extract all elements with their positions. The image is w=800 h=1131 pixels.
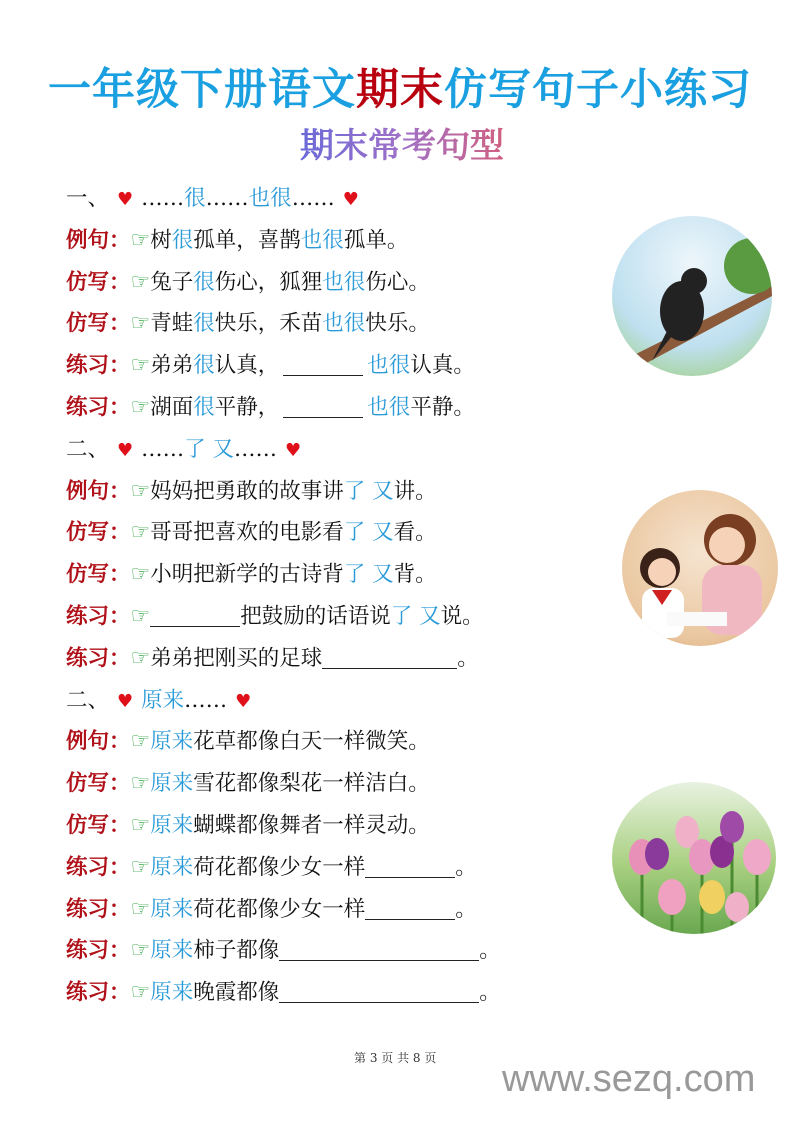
sentence-line: [66, 220, 501, 262]
heart-icon: ♥: [235, 690, 252, 712]
keyword-text: 原来: [150, 896, 194, 922]
subtitle: 期末常考句型: [300, 118, 504, 167]
sentence-label: 练习：: [66, 603, 131, 629]
keyword-text: 原来: [150, 854, 194, 880]
sentence-text: 荷花都像少女一样: [193, 896, 366, 922]
fill-in-blank[interactable]: [150, 600, 240, 627]
fill-in-blank[interactable]: [283, 391, 363, 418]
sentence-text: 伤心。: [365, 269, 430, 295]
sentence-line: [66, 972, 501, 1014]
sentence-line: [66, 303, 501, 345]
exercise-list: [66, 178, 501, 1014]
sentence-line: [66, 763, 501, 805]
sentence-label: 仿写：: [66, 562, 131, 588]
sentence-text: 看。: [393, 520, 437, 546]
sentence-label: 练习：: [66, 896, 131, 922]
sentence-text: 湖面: [150, 394, 194, 420]
keyword-text: 了 又: [390, 603, 441, 629]
keyword-text: 原来: [150, 812, 194, 838]
sentence-text: 哥哥把喜欢的电影看: [150, 520, 344, 546]
keyword-text: 也很: [322, 269, 366, 295]
pointing-hand-icon: ☞: [130, 478, 151, 504]
fill-in-blank[interactable]: [279, 976, 479, 1003]
sentence-line: [66, 387, 501, 429]
sentence-text: 。: [479, 980, 501, 1006]
sentence-text: 妈妈把勇敢的故事讲: [150, 478, 344, 504]
pointing-hand-icon: ☞: [130, 227, 151, 253]
pointing-hand-icon: ☞: [130, 729, 151, 755]
sentence-text: 快乐，禾苗: [214, 311, 323, 337]
sentence-line: [66, 262, 501, 304]
sentence-text: 兔子: [150, 269, 194, 295]
sentence-text: 。: [457, 645, 479, 671]
keyword-text: 也很: [322, 311, 366, 337]
sentence-line: [66, 889, 501, 931]
sentence-line: [66, 471, 501, 513]
sentence-text: 把鼓励的话语说: [240, 603, 391, 629]
pointing-hand-icon: ☞: [130, 771, 151, 797]
keyword-text: 很: [184, 186, 206, 211]
heart-icon: ♥: [117, 189, 134, 210]
sentence-label: 例句：: [66, 227, 131, 253]
sentence-line: [66, 512, 501, 554]
keyword-text: 原来: [150, 771, 194, 797]
keyword-text: 了 又: [343, 478, 394, 504]
pointing-hand-icon: ☞: [130, 603, 151, 629]
keyword-text: 很: [193, 311, 215, 337]
sentence-label: 例句：: [66, 478, 131, 504]
sentence-text: 背。: [393, 562, 437, 588]
sentence-text: 花草都像白天一样微笑。: [193, 729, 430, 755]
keyword-text: 了 又: [184, 436, 234, 462]
tulips-image: [612, 782, 776, 934]
sentence-label: 仿写：: [66, 812, 131, 838]
fill-in-blank[interactable]: [365, 851, 455, 878]
section-number: 二、: [66, 436, 110, 462]
sentence-text: 认真。: [410, 353, 475, 379]
sentence-label: 练习：: [66, 980, 131, 1006]
bird-on-branch-image: [612, 216, 772, 376]
sentence-label: 仿写：: [66, 269, 131, 295]
title-part-2: 期末: [356, 65, 444, 115]
pointing-hand-icon: ☞: [130, 896, 151, 922]
sentence-text: 弟弟把刚买的足球: [150, 645, 323, 671]
sentence-line: [66, 721, 501, 763]
sentence-label: 仿写：: [66, 520, 131, 546]
section-heading: [66, 680, 501, 722]
sentence-text: 说。: [440, 603, 484, 629]
sentence-line: [66, 596, 501, 638]
keyword-text: 原来: [141, 687, 185, 713]
sentence-line: [66, 554, 501, 596]
sentence-text: 雪花都像梨花一样洁白。: [193, 771, 430, 797]
pointing-hand-icon: ☞: [130, 562, 151, 588]
pointing-hand-icon: ☞: [130, 311, 151, 337]
sentence-text: ……: [234, 436, 277, 462]
sentence-label: 例句：: [66, 729, 131, 755]
sentence-text: 伤心，狐狸: [214, 269, 323, 295]
sentence-line: [66, 805, 501, 847]
keyword-text: 也很: [367, 353, 411, 379]
sentence-text: 孤单，喜鹊: [193, 227, 301, 253]
sentence-text: 青蛙: [150, 311, 194, 337]
sentence-text: 蝴蝶都像舞者一样灵动。: [193, 812, 430, 838]
pointing-hand-icon: ☞: [130, 645, 151, 671]
title-part-3: 仿写句子小练习: [444, 65, 752, 115]
sentence-label: 练习：: [66, 645, 131, 671]
sentence-text: ……: [205, 186, 249, 211]
sentence-text: 。: [455, 854, 477, 880]
title-part-1: 一年级下册语文: [48, 65, 356, 115]
sentence-text: 小明把新学的古诗背: [150, 562, 344, 588]
pointing-hand-icon: ☞: [130, 812, 151, 838]
sentence-label: 仿写：: [66, 311, 131, 337]
sentence-text: 平静，: [214, 394, 280, 420]
sentence-line: [66, 847, 501, 889]
watermark: www.sezq.com: [502, 1058, 756, 1100]
heart-icon: ♥: [285, 439, 302, 461]
sentence-text: 柿子都像: [193, 938, 280, 964]
fill-in-blank[interactable]: [279, 934, 479, 961]
keyword-text: 原来: [150, 729, 194, 755]
pointing-hand-icon: ☞: [130, 394, 151, 420]
sentence-text: 孤单。: [343, 227, 409, 253]
sentence-label: 练习：: [66, 854, 131, 880]
sentence-text: ……: [141, 186, 185, 211]
section-number: 二、: [66, 687, 110, 713]
mother-daughter-reading-image: [622, 490, 778, 646]
fill-in-blank[interactable]: [322, 642, 457, 669]
keyword-text: 很: [193, 269, 215, 295]
sentence-label: 练习：: [66, 938, 131, 964]
heart-icon: ♥: [117, 439, 134, 461]
sentence-text: 弟弟: [150, 353, 194, 379]
heart-icon: ♥: [117, 690, 134, 712]
pointing-hand-icon: ☞: [130, 520, 151, 546]
fill-in-blank[interactable]: [283, 349, 363, 376]
sentence-text: 树: [150, 227, 172, 253]
sentence-label: 练习：: [66, 394, 131, 420]
sentence-text: 认真，: [214, 353, 280, 379]
sentence-label: 练习：: [66, 353, 131, 379]
sentence-line: [66, 638, 501, 680]
sentence-line: [66, 345, 501, 387]
fill-in-blank[interactable]: [365, 893, 455, 920]
keyword-text: 也很: [367, 394, 411, 420]
keyword-text: 很: [193, 394, 215, 420]
keyword-text: 原来: [150, 938, 194, 964]
section-number: 一、: [66, 186, 110, 211]
sentence-text: 晚霞都像: [193, 980, 280, 1006]
keyword-text: 很: [193, 353, 215, 379]
pointing-hand-icon: ☞: [130, 938, 151, 964]
section-heading: [66, 178, 501, 220]
pointing-hand-icon: ☞: [130, 854, 151, 880]
pointing-hand-icon: ☞: [130, 980, 151, 1006]
page-title: [0, 56, 800, 117]
heart-icon: ♥: [342, 189, 359, 210]
pointing-hand-icon: ☞: [130, 269, 151, 295]
sentence-label: 仿写：: [66, 771, 131, 797]
pointing-hand-icon: ☞: [130, 353, 151, 379]
sentence-text: 讲。: [393, 478, 437, 504]
sentence-text: 快乐。: [365, 311, 430, 337]
keyword-text: 也很: [248, 186, 292, 211]
keyword-text: 很: [171, 227, 194, 253]
section-heading: [66, 429, 501, 471]
keyword-text: 原来: [150, 980, 194, 1006]
sentence-text: ……: [184, 687, 228, 713]
keyword-text: 了 又: [343, 520, 394, 546]
sentence-line: [66, 930, 501, 972]
keyword-text: 也很: [300, 227, 344, 253]
sentence-text: ……: [291, 186, 335, 211]
sentence-text: 平静。: [410, 394, 475, 420]
sentence-text: ……: [141, 436, 185, 462]
sentence-text: 。: [455, 896, 477, 922]
page-number: 第 3 页 共 8 页: [354, 1051, 437, 1065]
sentence-text: 。: [479, 938, 501, 964]
sentence-text: 荷花都像少女一样: [193, 854, 366, 880]
keyword-text: 了 又: [343, 562, 394, 588]
